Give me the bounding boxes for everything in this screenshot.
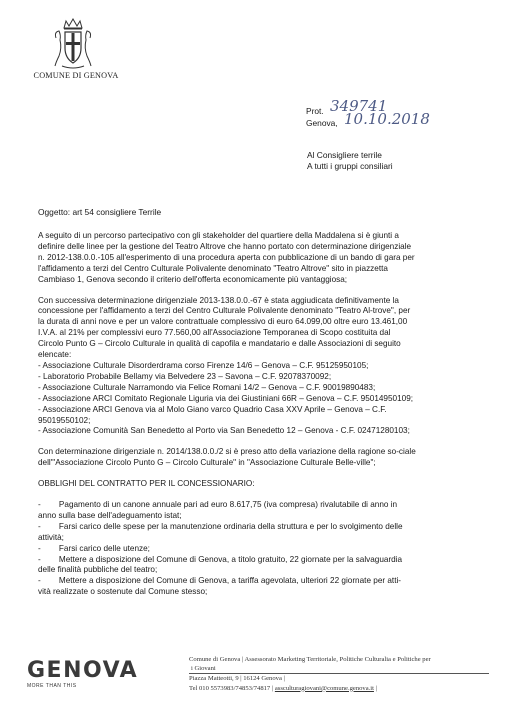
association-list-item: - Associazione Culturale Narramondo via Felice Romani 14/2 – Genova – C.F. 90019890483; [38, 382, 376, 392]
text-line: Cambiaso 1, Genova secondo il criterio dell'offerta economicamente più vantaggiosa; [38, 274, 348, 284]
text-line: attività; [38, 532, 64, 542]
obligations-title: OBBLIGHI DEL CONTRATTO PER IL CONCESSIONARIO: [38, 479, 255, 489]
text-line: Con successiva determinazione dirigenziale 2013-138.0.0.-67 è stata aggiudicata definitivamente la [38, 295, 399, 305]
obligation-item [38, 500, 476, 522]
protocol-number-handwritten: 349741 [330, 97, 388, 115]
text-line: elencate: [38, 350, 72, 360]
association-list-item: 95019550102; [38, 415, 91, 425]
text-line: definire delle linee per la gestione del Teatro Altrove che hanno portato con determinazione dirigenziale [38, 241, 412, 251]
text-line: A seguito di un percorso partecipativo con gli stakeholder del quartiere della Maddalena si è giunti a [38, 231, 399, 240]
text-line: la durata di anni nove e per un valore contrattuale complessivo di euro 64.099,00 oltre euro 13.461,00 [38, 317, 408, 327]
logo-tagline: MORE THAN THIS [27, 683, 77, 689]
obligations-list [38, 500, 476, 598]
association-list-item: - Associazione ARCI Comitato Regionale Liguria via dei Giustiniani 66R – Genova – C.F. 95014950109; [38, 393, 414, 403]
association-list-item: - Associazione ARCI Genova via al Molo Giano varco Quadrio Casa XXV Aprile – Genova – C.F. [38, 404, 387, 414]
recipients-block [307, 150, 393, 172]
obligation-item [38, 522, 476, 544]
text-line: Con determinazione dirigenziale n. 2014/138.0.0./2 si è preso atto della variazione della ragione so-ciale [38, 447, 416, 457]
association-list-item: - Laboratorio Probabile Bellamy via Belvedere 23 – Savona – C.F. 92078370092; [38, 371, 332, 381]
obligation-item [38, 544, 476, 555]
text-line: - Farsi carico delle spese per la manutenzione ordinaria della struttura e per lo svolgimento delle [38, 521, 403, 531]
paragraph-name-change [38, 447, 476, 469]
text-line: I.V.A. al 21% per complessivi euro 77.560,00 all'Associazione Temporanea di Scopo costituita dal [38, 328, 391, 338]
footer-email-link[interactable]: assculturagiovani@comune.genova.it [274, 684, 374, 692]
recipient-line: Al Consigliere terrile [307, 150, 382, 160]
footer-contact [189, 655, 489, 693]
date-handwritten: 10.10.2018 [344, 110, 430, 128]
association-list-item: - Associazione Comunità San Benedetto al Porto via San Benedetto 12 – Genova - C.F. 02471280103; [38, 426, 410, 436]
text-line: dell'"Associazione Circolo Punto G – Circolo Culturale" in "Associazione Culturale Belle-ville"; [38, 458, 376, 468]
text-line: - Farsi carico delle utenze; [38, 543, 150, 553]
text-line: Circolo Punto G – Circolo Culturale in qualità di capofila e mandatario e dalle Associazioni di seguito [38, 339, 401, 349]
footer-line: Comune di Genova | Assessorato Marketing Territoriale, Politiche Culturalia e Politiche per [189, 656, 431, 663]
footer-line [189, 684, 489, 693]
paragraph-procedure [38, 231, 476, 286]
text-line: l'affidamento a terzi del Centro Culturale Polivalente denominato "Teatro Altrove" sito in piazzetta [38, 263, 388, 273]
obligation-item [38, 576, 476, 598]
place-label: Genova, [306, 118, 338, 128]
obligation-item [38, 555, 476, 577]
text-line: concessione per l'affidamento a terzi del Centro Culturale Polivalente denominato "Teatro Al-trove", per [38, 306, 411, 316]
footer-line: i Giovani [191, 665, 216, 673]
text-line: n. 2012-138.0.0.-105 all'esperimento di una procedura aperta con pubblicazione di un bando di gara per [38, 252, 415, 262]
protocol-block [306, 97, 486, 131]
association-list-item: - Associazione Culturale Disorderdrama corso Firenze 14/6 – Genova – C.F. 95125950105; [38, 360, 369, 370]
subject-line: Oggetto: art 54 consigliere Terrile [38, 207, 162, 217]
paragraph-award [38, 296, 476, 438]
logo-wordmark: GENOVA [27, 658, 139, 683]
text-line: delle finalità pubbliche del teatro; [38, 565, 158, 575]
text-line: vità realizzate o sostenute dal Comune stesso; [38, 587, 208, 597]
text-line: - Mettere a disposizione del Comune di Genova, a titolo gratuito, 22 giornate per la salvaguardia [38, 554, 403, 564]
protocol-label: Prot. [306, 106, 324, 116]
footer-separator: | [373, 684, 377, 692]
text-line: - Pagamento di un canone annuale pari ad euro 8.617,75 (iva compresa) rivalutabile di anno in [38, 500, 398, 510]
coat-of-arms-logo [52, 18, 94, 70]
footer-phone: Tel 010 5573983/74853/74817 | [189, 684, 274, 692]
letter-body [38, 231, 476, 598]
text-line: - Mettere a disposizione del Comune di Genova, a tariffa agevolata, ulteriori 22 giornate per atti- [38, 576, 402, 586]
genova-brand-logo [27, 660, 138, 689]
text-line: anno sulla base dell'adeguamento istat; [38, 510, 182, 520]
organization-name: COMUNE DI GENOVA [33, 71, 119, 80]
footer-line: Piazza Matteotti, 9 | 16124 Genova | [189, 673, 489, 683]
recipient-line: A tutti i gruppi consiliari [307, 161, 393, 171]
